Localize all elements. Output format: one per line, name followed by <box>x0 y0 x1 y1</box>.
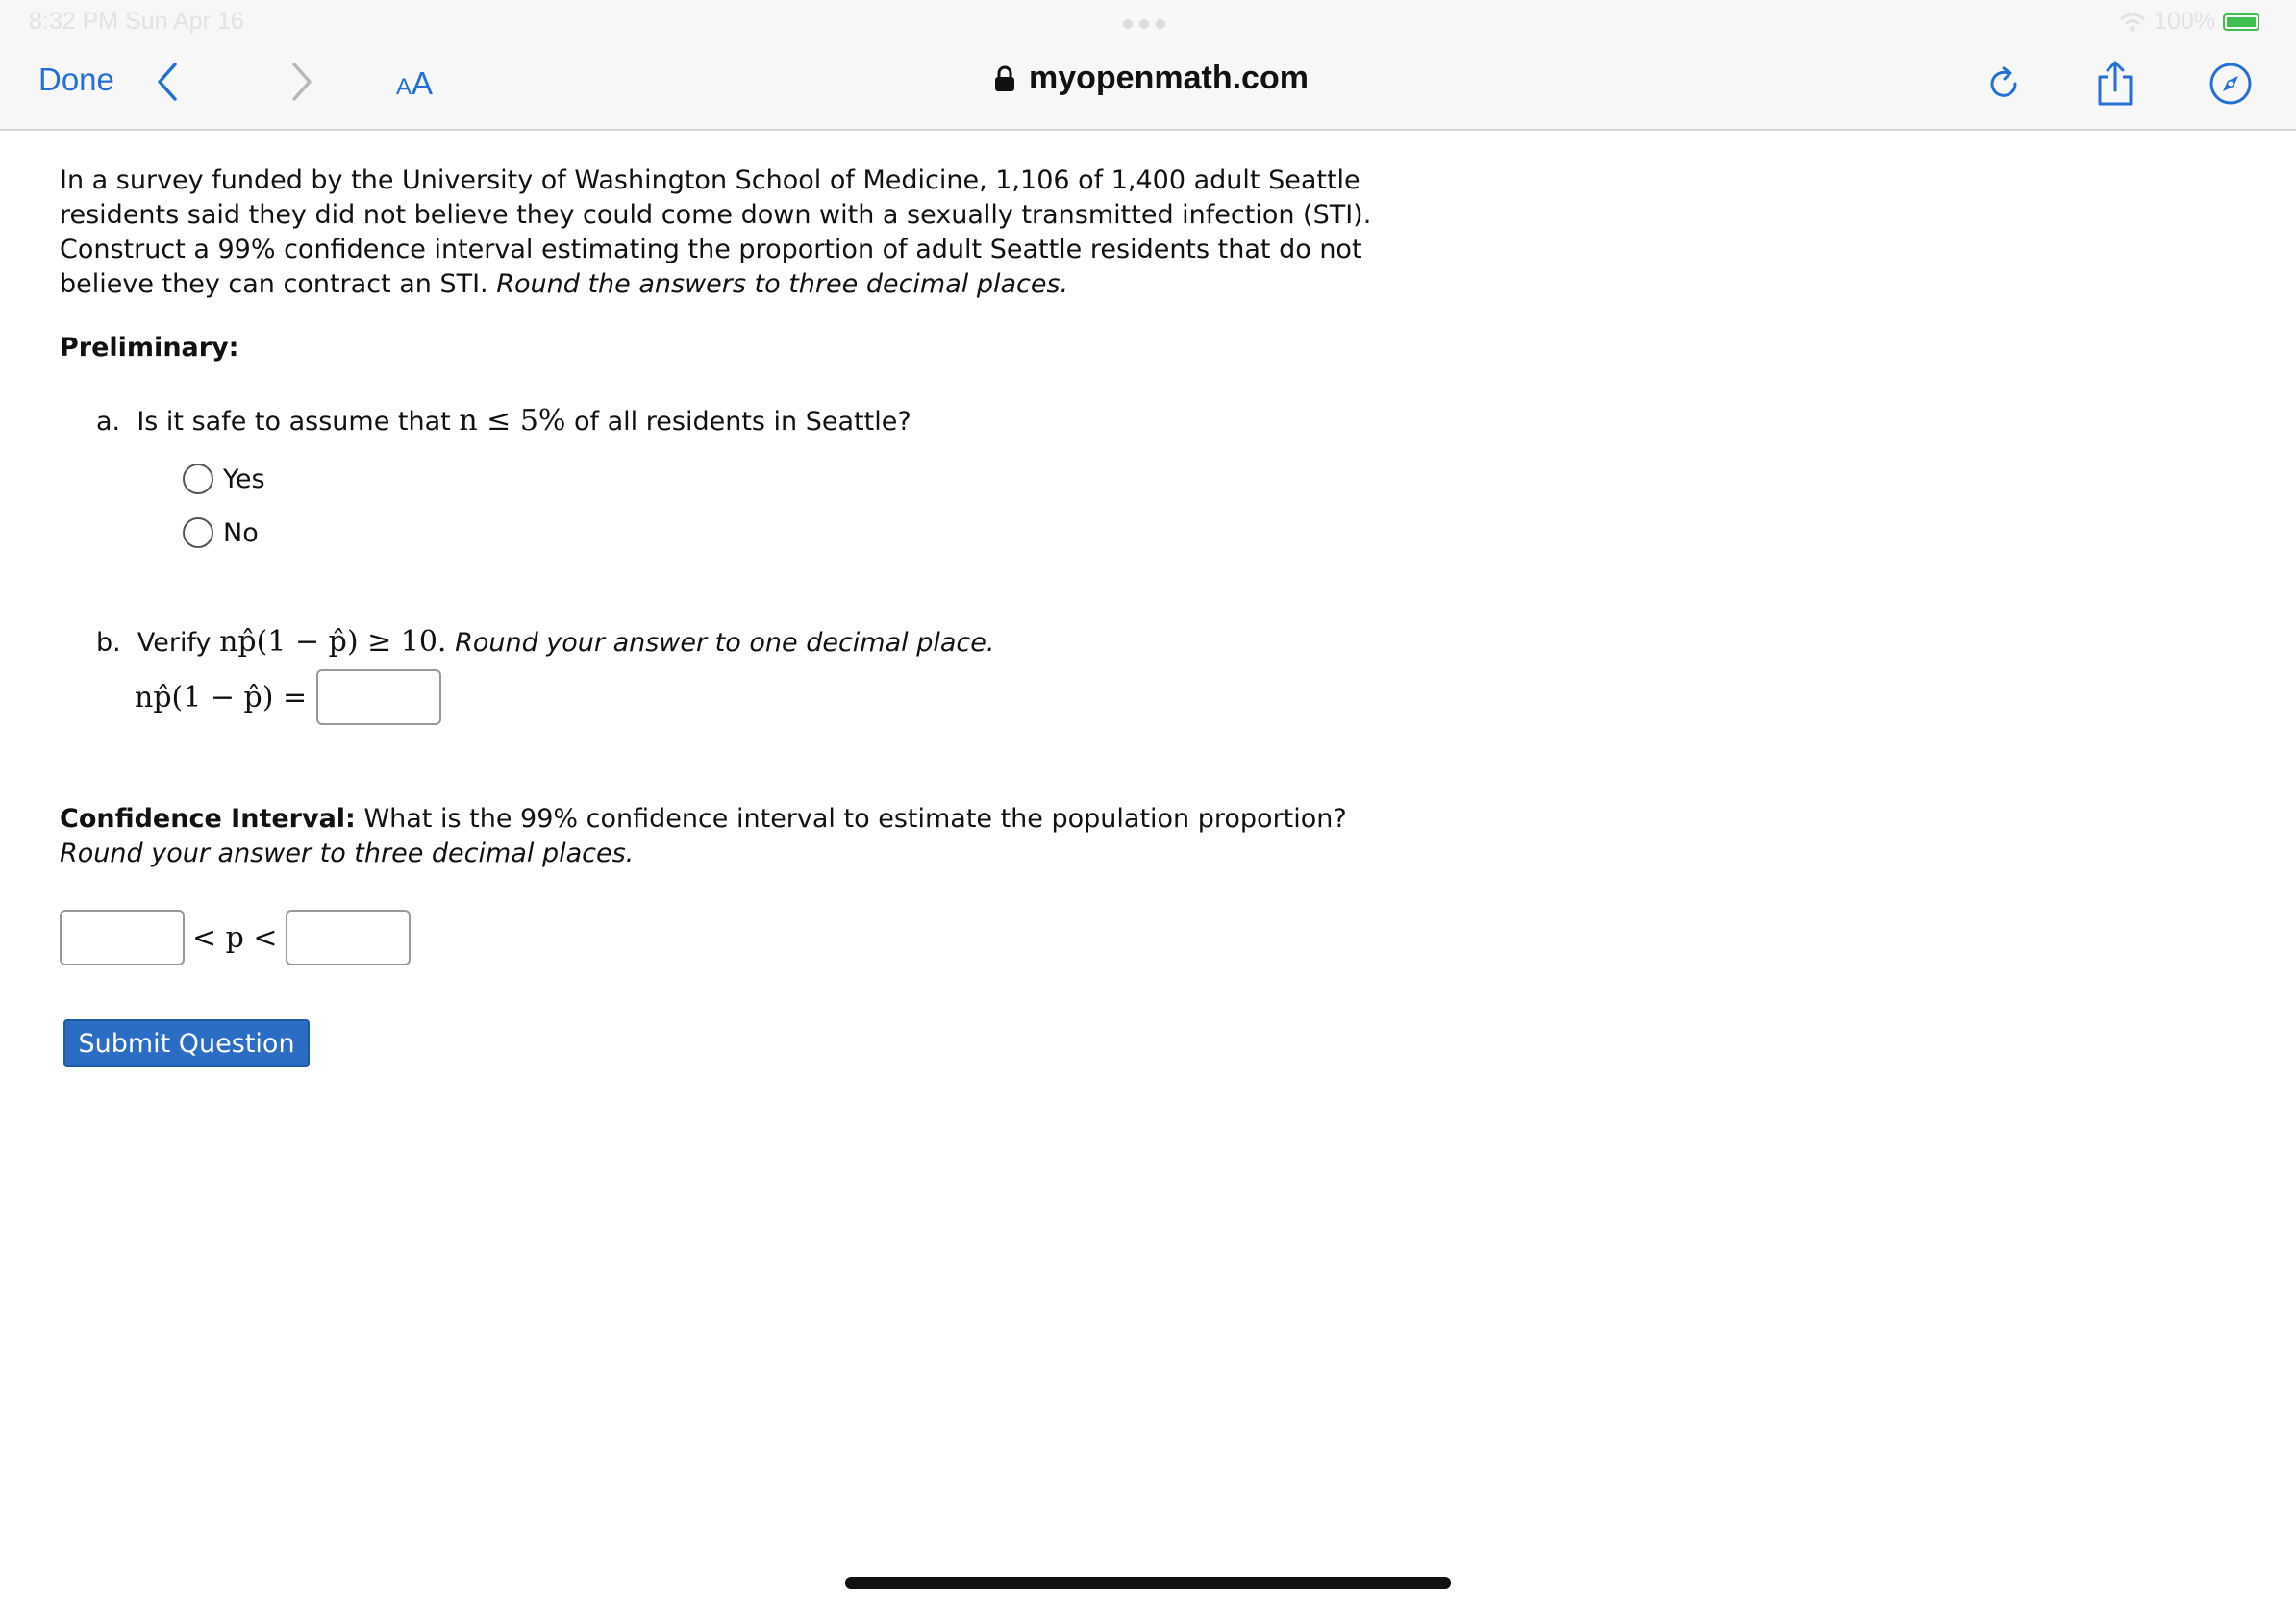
part-a-math: n ≤ 5% <box>459 404 566 438</box>
compass-button[interactable] <box>2208 60 2254 108</box>
wifi-icon <box>2119 12 2146 33</box>
ci-label: Confidence Interval: <box>60 804 356 834</box>
confidence-interval-prompt: Confidence Interval: What is the 99% confidence interval to estimate the population proportion? Round your answer to three decimal places. <box>60 804 1347 868</box>
back-button[interactable] <box>156 60 179 104</box>
radio-label-yes: Yes <box>223 464 265 494</box>
status-right <box>2119 8 2259 36</box>
battery-icon <box>2223 13 2259 31</box>
share-icon <box>2094 60 2136 108</box>
multitasking-dots[interactable] <box>1123 19 1165 29</box>
ci-lower-input[interactable] <box>60 910 185 965</box>
radio-option-yes[interactable] <box>183 464 265 494</box>
text-size-button[interactable]: AA <box>396 65 434 101</box>
part-a-prompt: a. Is it safe to assume that n ≤ 5% of all residents in Seattle? <box>96 404 911 438</box>
home-indicator[interactable] <box>845 1577 1451 1589</box>
radio-option-no[interactable] <box>183 517 259 548</box>
part-b-answer-row <box>135 669 441 725</box>
safari-toolbar <box>0 0 2296 131</box>
question-intro: In a survey funded by the University of Washington School of Medicine, 1,106 of 1,400 adult Seattle residents said they did not believe they could come down with a sexually transmitted infection (STI). Construct a 99% confidence interval estimating the proportion of adult Seattle residents that do not believe they can contract an STI. Round the answers to three decimal places. <box>60 165 1372 299</box>
radio-circle[interactable] <box>183 464 213 494</box>
part-b-math: np̂(1 − p̂) ≥ 10. <box>219 625 447 659</box>
preliminary-heading: Preliminary: <box>60 333 239 363</box>
ci-inequality: < p < <box>192 920 278 955</box>
part-b-prompt: b. Verify np̂(1 − p̂) ≥ 10. Round your answer to one decimal place. <box>96 625 995 659</box>
part-b-instruction: Round your answer to one decimal place. <box>455 628 995 658</box>
url-text: myopenmath.com <box>1029 60 1309 96</box>
submit-question-button[interactable]: Submit Question <box>63 1019 310 1067</box>
confidence-interval-inputs <box>60 910 411 965</box>
forward-button[interactable] <box>290 60 313 104</box>
radio-circle[interactable] <box>183 517 213 548</box>
part-b-answer-input[interactable] <box>316 669 441 725</box>
status-time: 8:32 PM Sun Apr 16 <box>29 8 244 35</box>
reload-icon <box>1984 64 2023 103</box>
chevron-right-icon <box>290 62 313 102</box>
radio-label-no: No <box>223 517 259 548</box>
address-bar[interactable] <box>994 60 1309 97</box>
lock-icon <box>994 65 1015 92</box>
compass-icon <box>2209 62 2253 106</box>
battery-percent: 100% <box>2154 8 2215 35</box>
chevron-left-icon <box>156 62 179 102</box>
ci-upper-input[interactable] <box>286 910 411 965</box>
question-content <box>60 163 1406 365</box>
part-b-expression: np̂(1 − p̂) = <box>135 680 308 714</box>
share-button[interactable] <box>2092 60 2138 108</box>
done-button[interactable]: Done <box>38 62 114 97</box>
reload-button[interactable] <box>1981 60 2027 108</box>
